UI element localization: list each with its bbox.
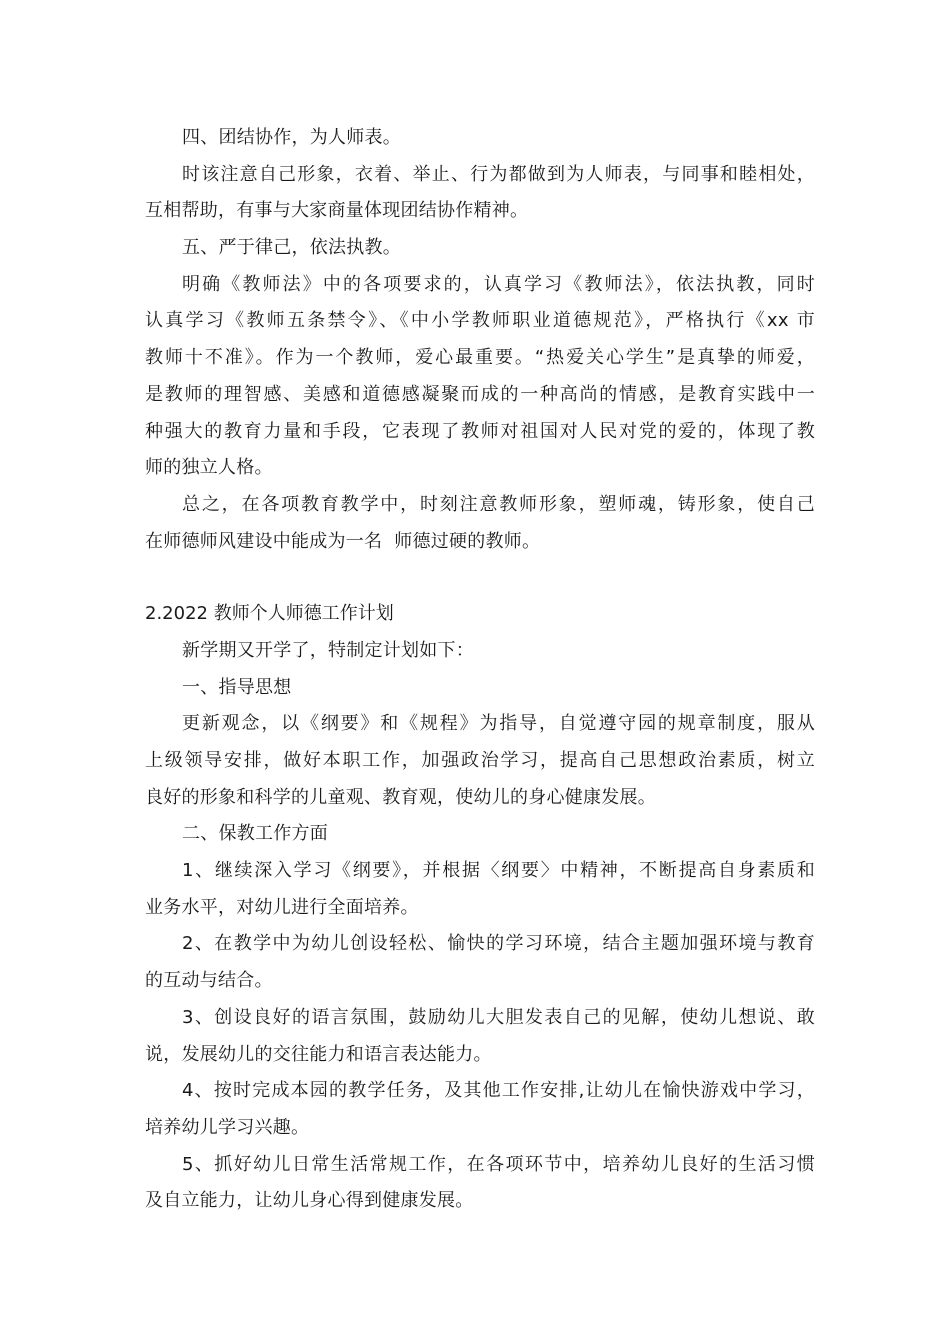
paragraph-line: 良好的形象和科学的儿童观、教育观，使幼儿的身心健康发展。	[145, 786, 656, 808]
list-item-line: 培养幼儿学习兴趣。	[145, 1116, 310, 1138]
paragraph-line: 是教师的理智感、美感和道德感凝聚而成的一种高尚的情感，是教育实践中一	[145, 383, 815, 405]
paragraph-line: 明确《教师法》中的各项要求的，认真学习《教师法》，依法执教，同时	[182, 273, 815, 295]
paragraph-line: 在师德师风建设中能成为一名 师德过硬的教师。	[145, 530, 541, 552]
list-item-line: 及自立能力，让幼儿身心得到健康发展。	[145, 1190, 474, 1212]
paragraph-line: 种强大的教育力量和手段，它表现了教师对祖国对人民对党的爱的，体现了教	[145, 420, 815, 442]
heading-teaching-work: 二、保教工作方面	[182, 823, 328, 845]
paragraph-line: 时该注意自己形象，衣着、举止、行为都做到为人师表，与同事和睦相处，	[182, 163, 815, 185]
paragraph-line: 教师十不准》。作为一个教师，爱心最重要。“热爱关心学生”是真挚的师爱，	[145, 347, 815, 369]
paragraph-line: 师的独立人格。	[145, 457, 273, 479]
paragraph-line: 认真学习《教师五条禁令》、《中小学教师职业道德规范》，严格执行《xx 市	[145, 310, 815, 332]
heading-unity-cooperation: 四、团结协作，为人师表。	[182, 127, 401, 148]
list-item-line: 5、抓好幼儿日常生活常规工作，在各项环节中，培养幼儿良好的生活习惯	[182, 1153, 815, 1175]
paragraph-line: 总之，在各项教育教学中，时刻注意教师形象，塑师魂，铸形象，使自己	[182, 493, 815, 515]
heading-guiding-ideology: 一、指导思想	[182, 676, 292, 698]
list-item-line: 说，发展幼儿的交往能力和语言表达能力。	[145, 1043, 492, 1065]
section-gap	[145, 560, 815, 596]
list-item-line: 的互动与结合。	[145, 970, 273, 992]
paragraph-line: 新学期又开学了，特制定计划如下：	[182, 639, 474, 661]
list-item-line: 1、继续深入学习《纲要》，并根据〈纲要〉中精神，不断提高自身素质和	[182, 860, 815, 882]
list-item-line: 3、创设良好的语言氛围，鼓励幼儿大胆发表自己的见解，使幼儿想说、敢	[182, 1006, 815, 1028]
paragraph-line: 更新观念，以《纲要》和《规程》为指导，自觉遵守园的规章制度，服从	[182, 713, 815, 735]
section-title: 2.2022 教师个人师德工作计划	[145, 603, 394, 625]
list-item-line: 4、按时完成本园的教学任务，及其他工作安排,让幼儿在愉快游戏中学习，	[182, 1080, 815, 1102]
list-item-line: 2、在教学中为幼儿创设轻松、愉快的学习环境，结合主题加强环境与教育	[182, 933, 815, 955]
list-item-line: 业务水平，对幼儿进行全面培养。	[145, 896, 419, 918]
heading-self-discipline: 五、严于律己，依法执教。	[182, 237, 401, 259]
paragraph-line: 上级领导安排，做好本职工作，加强政治学习，提高自己思想政治素质，树立	[145, 750, 815, 771]
paragraph-line: 互相帮助，有事与大家商量体现团结协作精神。	[145, 200, 529, 222]
document-body	[145, 120, 815, 1220]
